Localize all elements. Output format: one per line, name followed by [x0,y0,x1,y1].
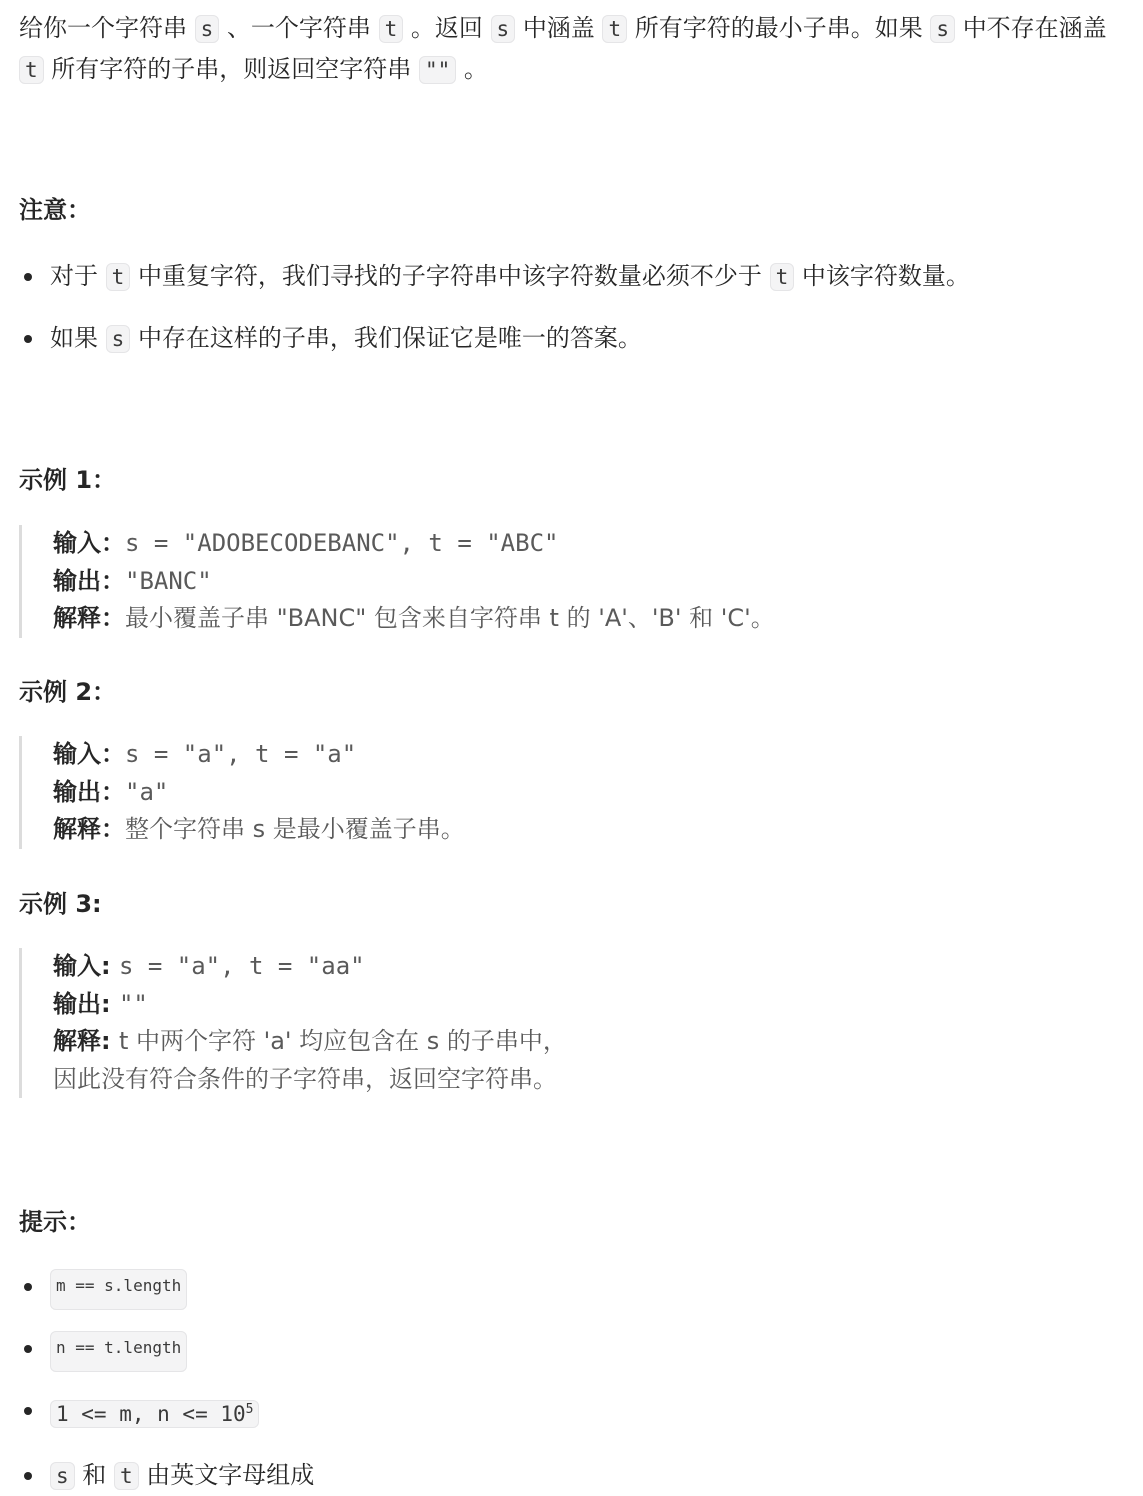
list-text: 由英文字母组成 [146,1461,315,1489]
intro-text: 中涵盖 [522,14,595,42]
constraint-text: 1 <= m, n <= 10 [56,1402,246,1426]
inline-code: m == s.length [50,1269,187,1310]
list-text: 和 [82,1461,107,1489]
output-value: "a" [125,777,169,806]
inline-code [50,1400,259,1428]
explain-label: 解释： [53,604,125,632]
example-output [53,986,1119,1024]
example-output [53,774,1119,812]
example-2-heading: 示例 2： [19,678,117,706]
list-item [19,1330,314,1368]
output-value: "BANC" [125,566,212,595]
list-text: 中重复字符，我们寻找的子字符串中该字符数量必须不少于 [137,262,762,290]
explain-text: 最小覆盖子串 "BANC" 包含来自字符串 t 的 'A'、'B' 和 'C'。 [125,604,775,632]
example-1-block [19,525,1119,638]
list-item [19,1392,314,1432]
explain-label: 解释： [53,815,125,843]
example-output [53,563,1119,601]
intro-paragraph [19,8,1129,90]
hints-heading: 提示： [19,1208,91,1236]
output-label: 输出： [53,566,125,595]
list-item [19,1268,314,1306]
intro-text: 。返回 [410,14,483,42]
input-label: 输入： [53,740,125,768]
explain-label: 解释: [53,1027,119,1055]
output-value: "" [118,989,148,1018]
inline-code: n == t.length [50,1331,187,1372]
intro-text: 给你一个字符串 [19,14,187,42]
input-value: s = "a", t = "a" [125,740,357,768]
example-3-block [19,948,1119,1098]
input-label: 输入: [53,952,119,980]
hints-list [19,1268,314,1494]
example-explanation [53,811,1119,849]
example-explanation [53,600,1119,638]
example-explanation-cont [53,1061,1119,1099]
intro-text: 。 [463,55,488,83]
intro-text: 所有字符的子串，则返回空字符串 [51,55,412,83]
example-input [53,525,1119,563]
explain-text: 整个字符串 s 是最小覆盖子串。 [125,815,465,843]
notice-list [19,258,970,357]
intro-text: 所有字符的最小子串。如果 [634,14,923,42]
list-text: 如果 [50,324,98,352]
inline-code: s [930,15,955,43]
output-label: 输出: [53,989,119,1018]
inline-code: s [195,15,220,43]
notice-heading: 注意： [19,196,91,224]
inline-code: s [106,325,131,353]
intro-text: 中不存在涵盖 [962,14,1107,42]
example-input [53,948,1119,986]
input-label: 输入： [53,529,125,557]
inline-code: "" [419,56,456,84]
list-text: 中存在这样的子串，我们保证它是唯一的答案。 [137,324,642,352]
inline-code: s [50,1462,75,1490]
input-value: s = "ADOBECODEBANC", t = "ABC" [125,529,559,557]
example-input [53,736,1119,774]
input-value: s = "a", t = "aa" [118,952,365,980]
inline-code: t [19,56,44,84]
example-3-heading: 示例 3: [19,890,102,918]
list-item [19,1457,314,1494]
explain-text: t 中两个字符 'a' 均应包含在 s 的子串中， [118,1027,567,1055]
list-item [19,320,970,357]
example-2-block [19,736,1119,849]
inline-code: s [491,15,516,43]
list-text: 对于 [50,262,98,290]
inline-code: t [114,1462,139,1490]
inline-code: t [770,263,795,291]
list-text: 中该字符数量。 [801,262,970,290]
explain-text: 因此没有符合条件的子字符串，返回空字符串。 [53,1064,557,1093]
exponent: 5 [245,1402,254,1417]
example-explanation [53,1023,1119,1061]
inline-code: t [602,15,627,43]
list-item [19,258,970,295]
inline-code: t [106,263,131,291]
example-1-heading: 示例 1： [19,466,117,494]
intro-text: 、一个字符串 [226,14,371,42]
output-label: 输出： [53,777,125,806]
inline-code: t [379,15,404,43]
